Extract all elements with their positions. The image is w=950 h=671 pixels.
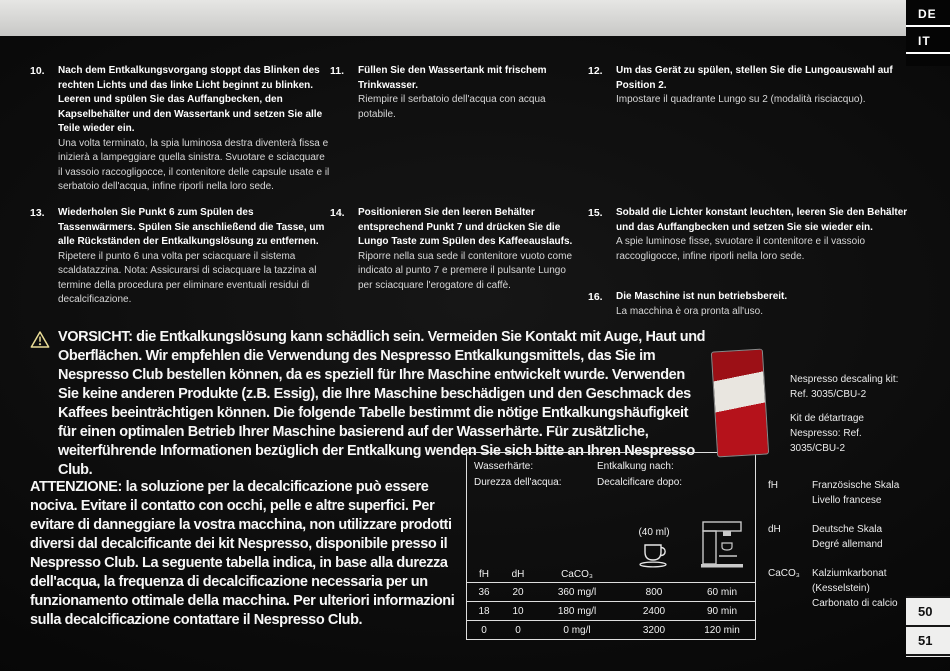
- step-text-it: Impostare il quadrante Lungo su 2 (modalità risciacquo).: [616, 94, 866, 105]
- step-15: [588, 206, 910, 264]
- legend-label-it: Carbonato di calcio: [812, 598, 898, 609]
- step-text-de: Um das Gerät zu spülen, stellen Sie die Lungoauswahl auf Position 2.: [616, 65, 893, 91]
- cell-caco3: 360 mg/l: [557, 586, 597, 598]
- step-text-de: Sobald die Lichter konstant leuchten, leeren Sie den Behälter und das Auffangbecken und setzen Sie sie wieder ein.: [616, 207, 908, 233]
- step-text: [616, 64, 910, 108]
- step-16: [588, 290, 910, 319]
- step-number: 13.: [30, 207, 45, 219]
- step-number: 11.: [330, 65, 345, 77]
- legend-label: [812, 478, 916, 508]
- legend-label: [812, 522, 916, 552]
- header-entkalkung: Entkalkung nach:: [597, 461, 674, 472]
- step-text-de: Die Maschine ist nun betriebsbereit.: [616, 291, 788, 302]
- step-12: [588, 64, 910, 108]
- cell-dh: 10: [512, 605, 524, 617]
- step-text-it: A spie luminose fisse, svuotare il contenitore e il vassoio raccogligocce, infine riporli nella loro sede.: [616, 236, 866, 262]
- table-rows: [467, 566, 755, 639]
- table-row: [467, 601, 755, 620]
- cell-cups: 2400: [642, 605, 666, 617]
- step-text-de: Wiederholen Sie Punkt 6 zum Spülen des Tassenwärmers. Spülen Sie anschließend die Tasse, um alle Rückständen der Entkalkungslösung zu entfernen.: [58, 207, 325, 247]
- step-text: [616, 206, 910, 264]
- col-header-dh: dH: [511, 568, 525, 580]
- cup-icon: [636, 539, 672, 569]
- page-number-box: [906, 596, 950, 657]
- table-row: [467, 620, 755, 639]
- legend-abbr: CaCO₃: [768, 568, 800, 579]
- legend-label-de: Französische Skala: [812, 480, 900, 491]
- page-number-right: 51: [906, 627, 950, 656]
- cell-fh: 0: [481, 624, 487, 636]
- warning-text-it: ATTENZIONE: la soluzione per la decalcificazione può essere nociva. Evitare il contatto con occhi, pelle e altre superfici. Per evitare di danneggiare la vostra macchina, non utilizzare prodotti diversi dal decalcificante dei kit Nespresso, disponibile presso il Nespresso Club. La seguente tabella indica, in base alla durezza dell'acqua, la frequenza di decalcificazione necessaria per un funzionamento ottimale della macchina. Per ulteriori informazioni sulla decalcificazione contattare il Nespresso Club.: [30, 479, 455, 628]
- step-text: [58, 64, 330, 195]
- legend-item-caco3: [768, 566, 920, 611]
- descaling-kit-image: [711, 349, 769, 458]
- step-number: 15.: [588, 207, 603, 219]
- step-text-de: Nach dem Entkalkungsvorgang stoppt das Blinken des rechten Lichts und das linke Licht beginnt zu blinken. Leeren und spülen Sie das Auffangbecken, den Kapselbehälter und den Wassertank und setzen Sie alle Teile wieder ein.: [58, 65, 323, 134]
- table-header-right: [597, 459, 682, 490]
- step-text-it: La macchina è ora pronta all'uso.: [616, 305, 763, 317]
- cell-dh: 0: [515, 624, 521, 636]
- legend-abbr: fH: [768, 480, 778, 491]
- step-text-de: Positionieren Sie den leeren Behälter entsprechend Punkt 7 und drücken Sie die Lungo Taste zum Spülen des Kaffeeauslaufs.: [358, 207, 573, 247]
- cell-cups: 800: [645, 586, 663, 598]
- cell-caco3: 180 mg/l: [557, 605, 597, 617]
- step-text-it: Una volta terminato, la spia luminosa destra diventerà fissa e inizierà a lampeggiare quella sinistra. Svuotare e sciacquare il vassoio raccogligocce, il contenitore delle capsule usate e il serbatoio dell'acqua, infine riporli nella loro sede.: [58, 137, 330, 192]
- cell-time: 60 min: [706, 586, 737, 598]
- step-number: 16.: [588, 291, 603, 303]
- header-durezza: Durezza dell'acqua:: [474, 476, 562, 488]
- step-13: [30, 206, 330, 308]
- cell-fh: 18: [478, 605, 490, 617]
- language-tabs: [906, 0, 950, 66]
- legend-label-de: Deutsche Skala: [812, 524, 883, 535]
- cup-volume-label: (40 ml): [638, 527, 670, 538]
- legend-label: [812, 566, 916, 611]
- step-11: [330, 64, 572, 122]
- legend-abbr: dH: [768, 524, 781, 535]
- step-text-it: Ripetere il punto 6 una volta per sciacquare il sistema scaldatazzina. Nota: Assicurarsi di sciacquare la tazzina al termine della procedura per eliminare eventuali residui di decalcificazione.: [58, 250, 317, 305]
- step-10: [30, 64, 330, 195]
- kit-ref-en: Nespresso descaling kit: Ref. 3035/CBU-2: [790, 374, 899, 400]
- table-header-left: [474, 459, 562, 490]
- lang-tab-it: IT: [906, 27, 950, 54]
- step-number: 14.: [330, 207, 345, 219]
- step-number: 10.: [30, 65, 45, 77]
- step-text: [358, 64, 572, 122]
- step-text-it: Riempire il serbatoio dell'acqua con acqua potabile.: [358, 94, 546, 120]
- cell-cups: 3200: [642, 624, 666, 636]
- descaling-kit-text: [790, 372, 910, 465]
- col-header-fh: fH: [479, 568, 489, 580]
- step-14: [330, 206, 580, 293]
- step-text: [616, 290, 787, 319]
- table-row: [467, 582, 755, 601]
- step-text-it: Riporre nella sua sede il contenitore vuoto come indicato al punto 7 e premere il pulsante Lungo per sciacquare l'erogatore di caffè.: [358, 250, 573, 291]
- cup-column-header: [619, 527, 689, 569]
- table-subheader-row: [467, 566, 755, 582]
- legend-item-fh: [768, 478, 920, 508]
- warning-text-de: VORSICHT: die Entkalkungslösung kann schädlich sein. Vermeiden Sie Kontakt mit Auge, Haut und Oberflächen. Wir empfehlen die Verwendung des Nespresso Entkalkungsmittels, das Sie im Nespresso Club bestellen können, da es speziell für Ihre Maschine entwickelt wurde. Verwenden Sie keine anderen Produkte (z.B. Essig), die Ihre Maschine beschädigen und den Geschmack des Kaffees beeinträchtigen können. Die folgende Tabelle bestimmt die nötige Entkalkungshäufigkeit für einen optimalen Betrieb Ihrer Maschine basierend auf der Wasserhärte. Für zusätzliche, weiterführende Informationen bezüglich der Entkalkung wenden Sie sich bitte an Ihren Nespresso Club.: [58, 329, 706, 478]
- header-wasserhaerte: Wasserhärte:: [474, 461, 534, 472]
- cell-time: 90 min: [706, 605, 737, 617]
- step-text: [358, 206, 580, 293]
- page-top-edge: [0, 0, 950, 36]
- cell-fh: 36: [478, 586, 490, 598]
- warning-icon: [30, 328, 50, 480]
- step-text-de: Füllen Sie den Wassertank mit frischem Trinkwasser.: [358, 65, 547, 91]
- legend-item-dh: [768, 522, 920, 552]
- machine-icon: [699, 519, 745, 571]
- legend-label-it: Degré allemand: [812, 539, 883, 550]
- machine-column-header: [691, 519, 753, 571]
- step-number: 12.: [588, 65, 603, 77]
- cell-time: 120 min: [704, 624, 740, 636]
- step-text: [58, 206, 330, 308]
- legend-label-it: Livello francese: [812, 495, 882, 506]
- water-hardness-table: [466, 452, 756, 640]
- page-number-left: 50: [906, 596, 950, 627]
- lang-tab-de: DE: [906, 0, 950, 27]
- kit-ref-fr: Kit de détartrage Nespresso: Ref. 3035/CBU-2: [790, 413, 864, 454]
- col-header-caco3: CaCO₃: [561, 568, 593, 580]
- hardness-legend: [768, 478, 920, 625]
- header-decalcificare: Decalcificare dopo:: [597, 476, 683, 488]
- legend-label-de: Kalziumkarbonat (Kesselstein): [812, 568, 887, 594]
- cell-dh: 20: [512, 586, 524, 598]
- cell-caco3: 0 mg/l: [563, 624, 591, 636]
